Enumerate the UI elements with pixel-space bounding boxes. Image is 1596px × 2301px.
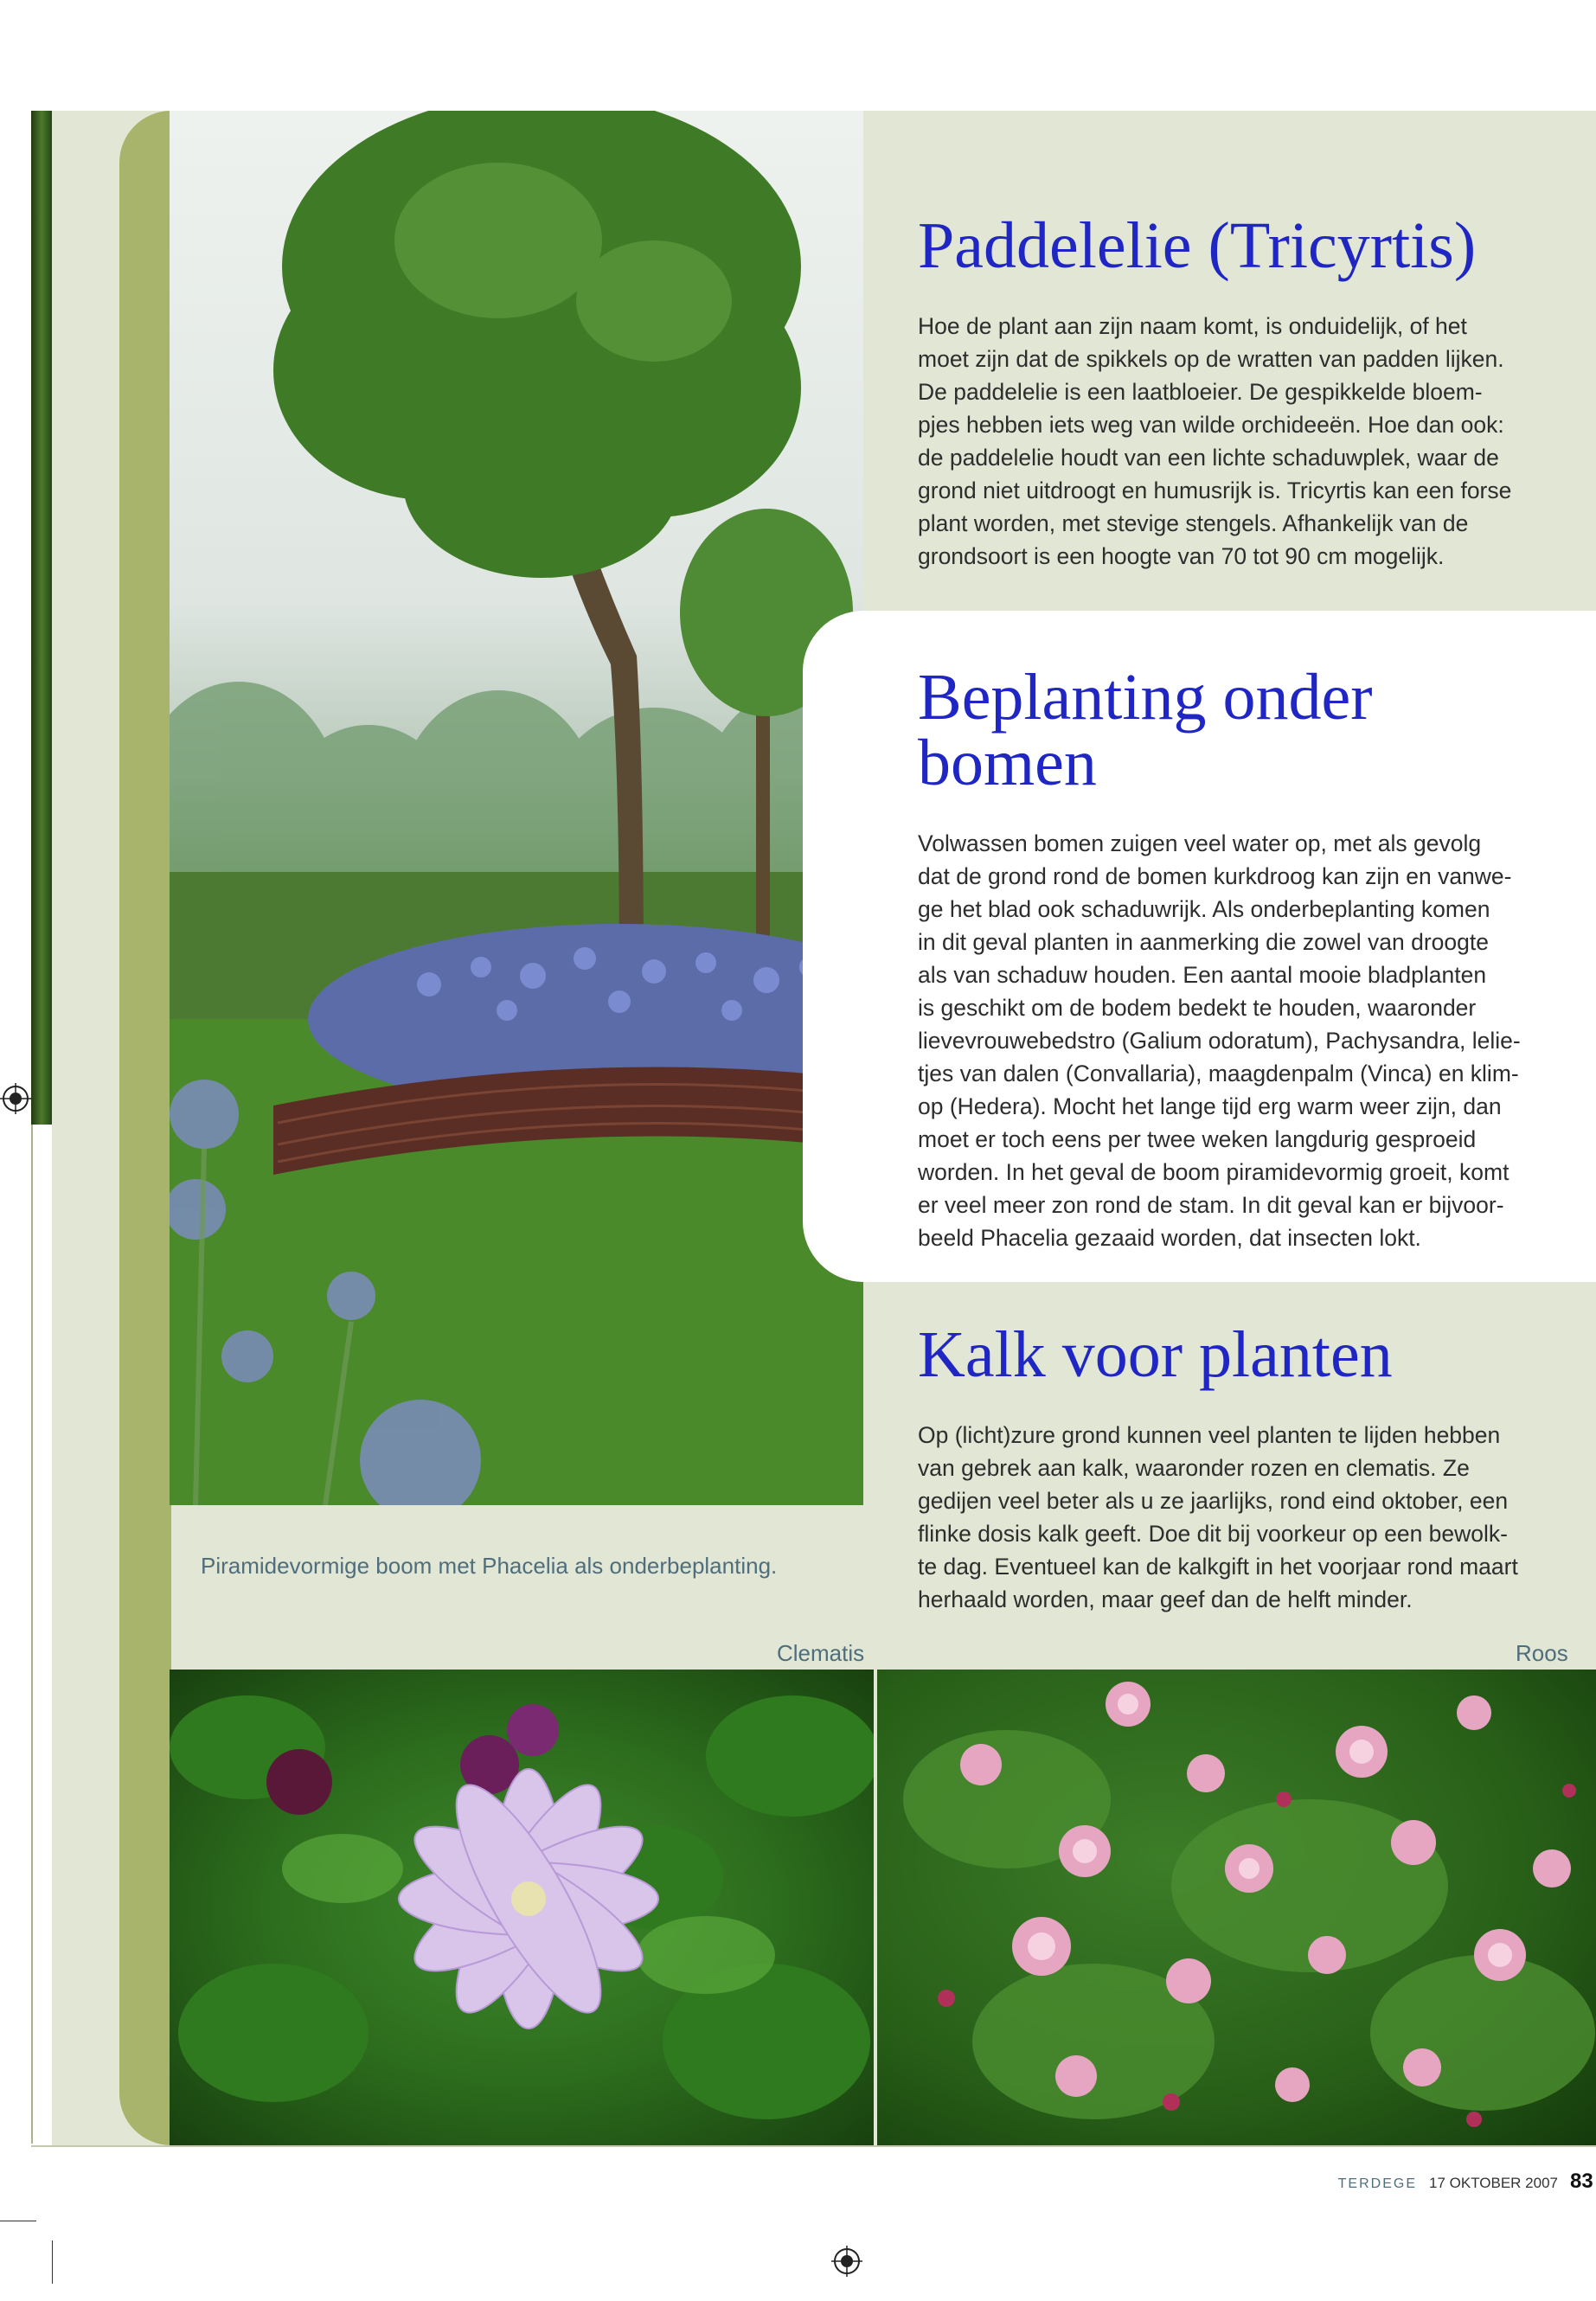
- crop-mark: [52, 2240, 53, 2284]
- accent-bar: [119, 111, 171, 2145]
- caption-clematis: Clematis: [777, 1640, 865, 1666]
- roos-illustration: [877, 1670, 1596, 2145]
- registration-mark-icon: [0, 1083, 31, 1114]
- heading-paddelelie: Paddelelie (Tricyrtis): [918, 209, 1477, 282]
- body-kalk-voor-planten: Op (licht)zure grond kunnen veel planten te lijden hebben van gebrek aan kalk, waaronder rozen en clematis. Ze gedijen veel beter als u ze jaarlijks, rond eind oktober, een flinke dosis kalk geeft. Doe dit bij voorkeur op een bewolk- te dag. Eventueel kan de kalkgift in het voorjaar rond maart herhaald worden, maar geef dan de helft minder.: [918, 1422, 1518, 1612]
- footer-date: 17 OKTOBER 2007: [1429, 2175, 1558, 2191]
- heading-beplanting-onder-bomen: Beplanting onder bomen: [918, 661, 1373, 799]
- footer-page-number: 83: [1570, 2170, 1593, 2193]
- page-footer: [1338, 2170, 1596, 2195]
- page-bottom-rule: [31, 2145, 1596, 2147]
- caption-main-photo: Piramidevormige boom met Phacelia als onderbeplanting.: [201, 1553, 778, 1579]
- main-photo-tree-with-phacelia: [170, 111, 863, 1505]
- body-paddelelie: Hoe de plant aan zijn naam komt, is onduidelijk, of het moet zijn dat de spikkels op de wratten van padden lijken. De paddelelie is een laatbloeier. De gespikkelde bloem- pjes hebben iets weg van wilde orchideeën. Hoe dan ook: de paddelelie houdt van een lichte schaduwplek, waar de grond niet uitdroogt en humusrijk is. Tricyrtis kan een forse plant worden, met stevige stengels. Afhankelijk van de grondsoort is een hoogte van 70 tot 90 cm mogelijk.: [918, 313, 1512, 569]
- heading-kalk-voor-planten: Kalk voor planten: [918, 1318, 1393, 1391]
- body-beplanting-onder-bomen: Volwassen bomen zuigen veel water op, met als gevolg dat de grond rond de bomen kurkdroog kan zijn en vanwe- ge het blad ook schaduwrijk. Als onderbeplanting komen in dit geval planten in aanmerking die zowel van droogte als van schaduw houden. Een aantal mooie bladplanten is geschikt om de bodem bedekt te houden, waaronder lievevrouwebedstro (Galium odoratum), Pachysandra, lelie- tjes van dalen (Convallaria), maagdenpalm (Vinca) en klim- op (Hedera). Mocht het lange tijd erg warm weer zijn, dan moet er toch eens per twee weken langdurig gesproeid worden. In het geval de boom piramidevormig groeit, komt er veel meer zon rond de stam. In dit geval kan er bijvoor- beeld Phacelia gezaaid worden, dat insecten lokt.: [918, 830, 1521, 1251]
- registration-mark-icon: [831, 2246, 862, 2277]
- tree-illustration: [170, 111, 863, 1505]
- previous-page-photo-strip: [31, 111, 52, 1125]
- clematis-illustration: [170, 1670, 874, 2145]
- photo-roos: [877, 1670, 1596, 2145]
- caption-roos: Roos: [1516, 1640, 1568, 1666]
- footer-magazine-name: TERDEGE: [1337, 2176, 1417, 2191]
- photo-clematis: [170, 1670, 874, 2145]
